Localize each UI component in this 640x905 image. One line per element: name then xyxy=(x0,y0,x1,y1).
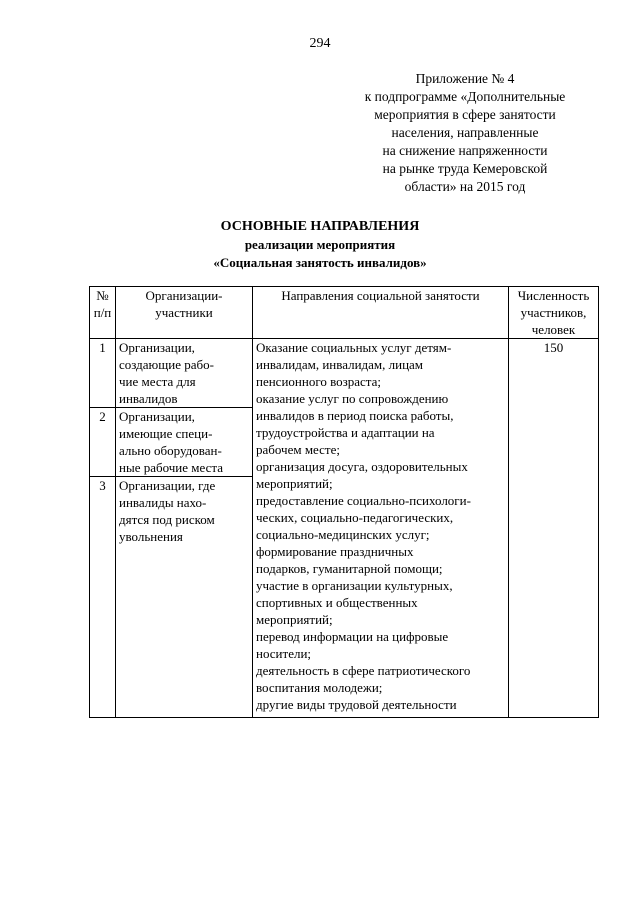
appendix-line: на снижение напряженности xyxy=(382,143,548,158)
count-cell: 150 xyxy=(509,339,599,718)
heading-title: ОСНОВНЫЕ НАПРАВЛЕНИЯ xyxy=(220,219,420,234)
directions-table xyxy=(89,286,599,718)
appendix-note xyxy=(330,70,600,196)
appendix-line: населения, направленные xyxy=(391,125,539,140)
header-num: № п/п xyxy=(90,287,116,339)
row-number: 2 xyxy=(90,408,116,477)
page-number: 294 xyxy=(309,36,331,51)
header-count: Численность участников, человек xyxy=(509,287,599,339)
directions-cell: Оказание социальных услуг детям- инвалидам, инвалидам, лицам пенсионного возраста; оказание услуг по сопровождению инвалидов в период поиска работы, трудоустройства и адаптации на рабочем месте; организация досуга, оздоровительных мероприятий; предоставление социально-психологи- ческих, социально-педагогических, социально-медицинских услуг; формирование праздничных подарков, гуманитарной помощи; участие в организации культурных, спортивных и общественных мероприятий; перевод информации на цифровые носители; деятельность в сфере патриотического воспитания молодежи; другие виды трудовой деятельности xyxy=(253,339,509,718)
row-number: 3 xyxy=(90,477,116,718)
table-header-row xyxy=(90,287,599,339)
appendix-line: на рынке труда Кемеровской xyxy=(382,161,548,176)
row-organization: Организации, где инвалиды нахо- дятся под риском увольнения xyxy=(116,477,253,718)
row-number: 1 xyxy=(90,339,116,408)
header-organizations: Организации- участники xyxy=(116,287,253,339)
row-organization: Организации, создающие рабо- чие места для инвалидов xyxy=(116,339,253,408)
row-organization: Организации, имеющие специ- ально оборудован- ные рабочие места xyxy=(116,408,253,477)
appendix-line: Приложение № 4 xyxy=(415,71,515,86)
table-row xyxy=(90,339,599,408)
header-directions: Направления социальной занятости xyxy=(253,287,509,339)
appendix-line: к подпрограмме «Дополнительные xyxy=(364,89,566,104)
heading-event-name: «Социальная занятость инвалидов» xyxy=(213,255,427,270)
appendix-line: области» на 2015 год xyxy=(404,179,526,194)
document-heading xyxy=(0,218,640,272)
heading-subtitle: реализации мероприятия xyxy=(244,237,396,252)
appendix-line: мероприятия в сфере занятости xyxy=(374,107,556,122)
